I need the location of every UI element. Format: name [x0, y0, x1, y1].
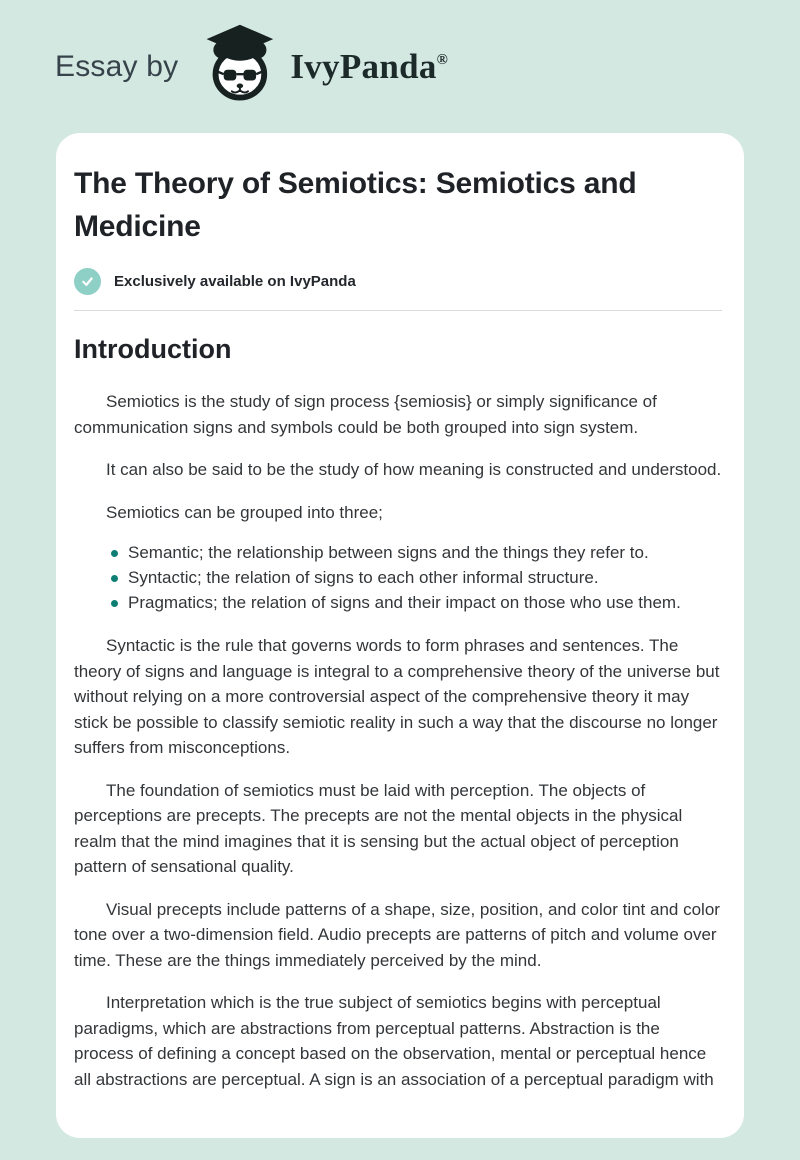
list-item: Semantic; the relationship between signs and the things they refer to.: [128, 541, 722, 566]
availability-label: Exclusively available on IvyPanda: [114, 273, 356, 291]
list-item: Pragmatics; the relation of signs and their impact on those who use them.: [128, 591, 722, 616]
site-header: [0, 0, 800, 133]
list-item: Syntactic; the relation of signs to each other informal structure.: [128, 566, 722, 591]
paragraph: Semiotics can be grouped into three;: [106, 502, 383, 522]
availability-row: [74, 268, 722, 295]
paragraph: Visual precepts include patterns of a shape, size, position, and color tint and color tone over a two-dimension field. Audio precepts are patterns of pitch and volume over time. These are the things immediately perceived by the mind.: [74, 899, 720, 970]
semiotics-types-list: [74, 541, 722, 616]
paragraph: The foundation of semiotics must be laid with perception. The objects of perceptions are precepts. The precepts are not the mental objects in the physical realm that the mind imagines that it is sensing but the actual object of perception pattern of sensational quality.: [74, 780, 683, 877]
essay-by-label: Essay by: [55, 49, 179, 83]
brand-name: IvyPanda®: [290, 46, 449, 86]
panda-graduate-icon: [194, 22, 284, 112]
paragraph: Semiotics is the study of sign process {semiosis} or simply significance of communication signs and symbols could be both grouped into sign system.: [74, 392, 657, 437]
section-heading-introduction: Introduction: [74, 334, 232, 365]
essay-title: The Theory of Semiotics: Semiotics and Medicine: [74, 167, 637, 243]
check-badge-icon: [74, 268, 101, 295]
paragraph: Syntactic is the rule that governs words to form phrases and sentences. The theory of signs and language is integral to a comprehensive theory of the universe but without relying on a more controversial aspect of the comprehensive theory it may stick be possible to classify semiotic reality in such a way that the discourse no longer suffers from misconceptions.: [74, 636, 720, 758]
essay-card: [56, 133, 744, 1138]
paragraph: It can also be said to be the study of how meaning is constructed and understood.: [106, 460, 722, 480]
divider: [74, 310, 722, 311]
registered-mark: ®: [436, 51, 449, 68]
paragraph: Interpretation which is the true subject of semiotics begins with perceptual paradigms, which are abstractions from perceptual patterns. Abstraction is the process of defining a concept based on the observation, mental or perceptual hence all abstractions are perceptual. A sign is an association of a perceptual paradigm with: [74, 993, 714, 1089]
ivypanda-logo[interactable]: [194, 22, 448, 112]
